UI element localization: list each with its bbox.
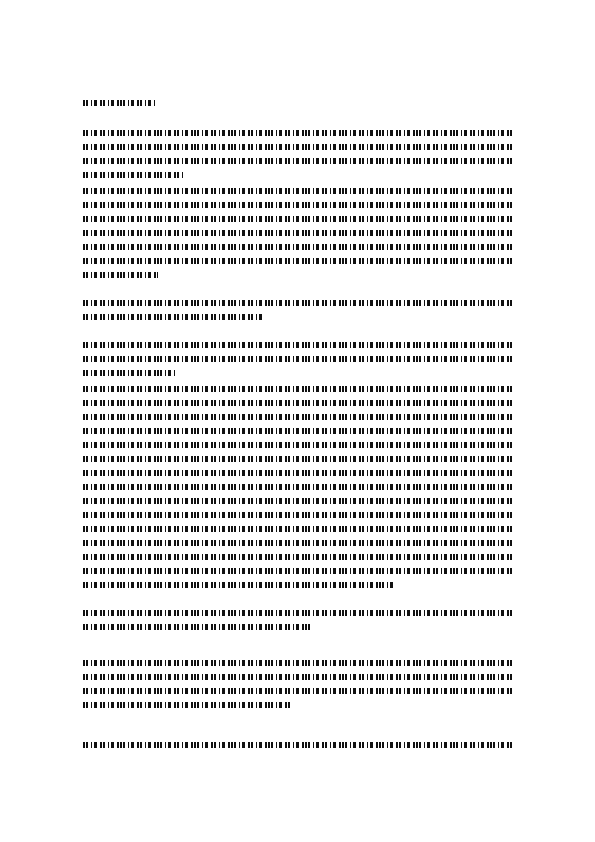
text-line [83, 428, 515, 434]
text-line [83, 554, 515, 560]
text-line [83, 258, 515, 264]
text-line [83, 144, 515, 150]
text-line [83, 216, 515, 222]
text-line [83, 456, 515, 462]
text-line [83, 202, 515, 208]
text-line [83, 386, 515, 392]
text-line [83, 624, 312, 630]
text-line [83, 610, 515, 616]
text-line [83, 674, 515, 680]
text-line [83, 660, 515, 666]
text-line [83, 100, 155, 106]
text-line [83, 272, 158, 278]
text-line [83, 342, 515, 348]
text-line [83, 742, 515, 748]
text-line [83, 314, 265, 320]
text-line [83, 130, 515, 136]
text-line [83, 244, 515, 250]
text-line [83, 484, 515, 490]
text-line [83, 414, 515, 420]
text-line [83, 158, 515, 164]
text-line [83, 400, 515, 406]
text-line [83, 702, 290, 708]
text-line [83, 370, 175, 376]
text-line [83, 356, 515, 362]
text-line [83, 470, 515, 476]
text-line [83, 582, 395, 588]
text-line [83, 230, 515, 236]
text-line [83, 442, 515, 448]
text-line [83, 568, 515, 574]
text-line [83, 688, 515, 694]
text-line [83, 540, 515, 546]
text-line [83, 172, 185, 178]
text-line [83, 526, 515, 532]
text-line [83, 512, 515, 518]
text-line [83, 188, 515, 194]
text-line [83, 300, 515, 306]
text-line [83, 498, 515, 504]
